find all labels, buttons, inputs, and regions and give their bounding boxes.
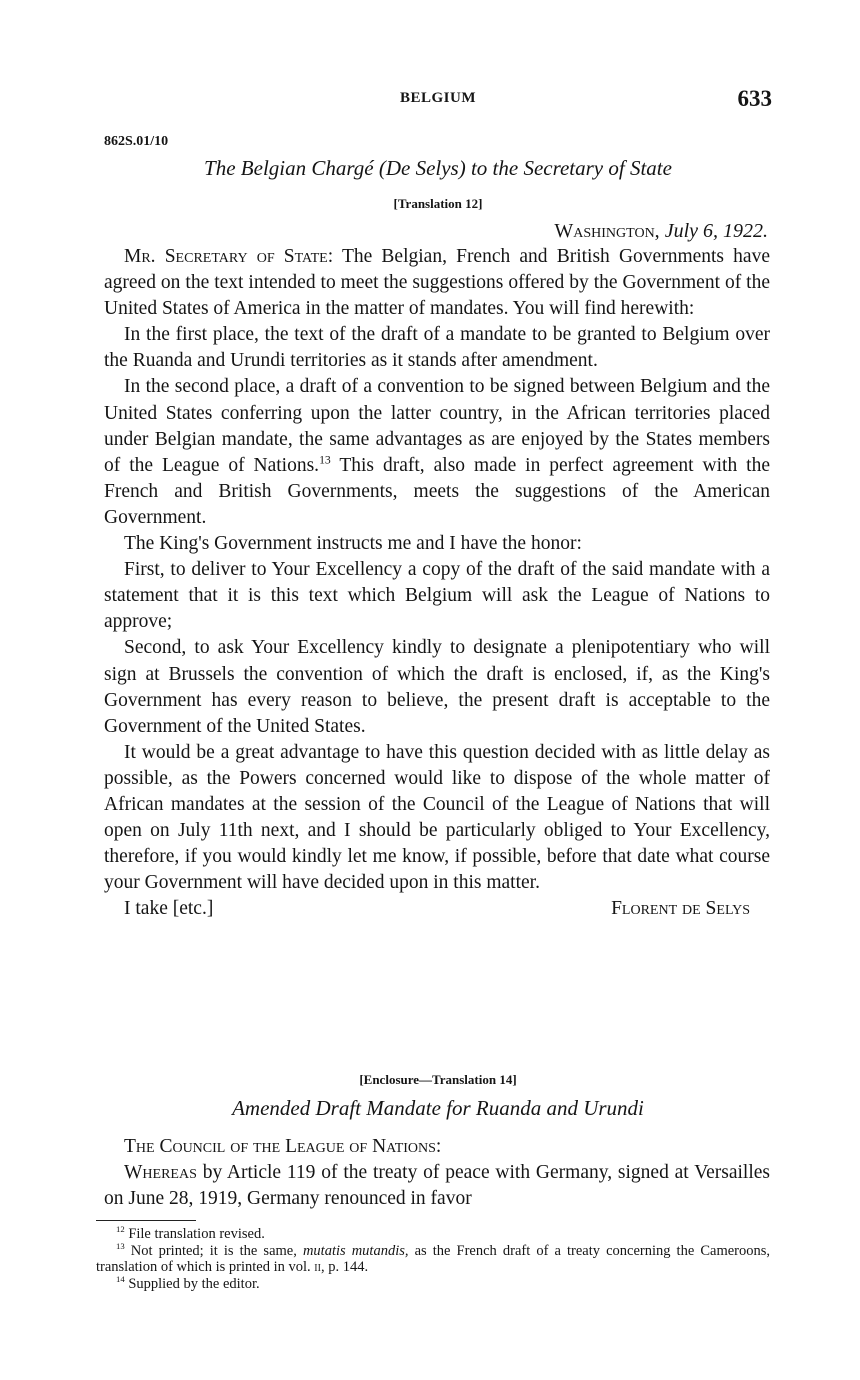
footnote-italic: mutatis mutandis, <box>302 1242 409 1259</box>
paragraph: First, to deliver to Your Excellency a copy of the draft of the said mandate with a statement that it is this text which Belgium will ask the League of Nations to approve; <box>104 559 770 633</box>
page-header <box>104 86 772 116</box>
running-head: BELGIUM <box>399 90 476 106</box>
footnote-number: 12 <box>116 1224 125 1235</box>
footnote-text: as the French draft of a treaty concerning the Cameroons, translation of which is printed in vol. <box>96 1242 771 1275</box>
paragraph: The King's Government instructs me and I have the honor: <box>124 533 582 555</box>
footnote-number: 14 <box>116 1273 125 1284</box>
footnotes <box>96 1226 770 1292</box>
footnote-13 <box>96 1240 771 1276</box>
paragraph: It would be a great advantage to have this question decided with as little delay as possible, as the Powers concerned would like to dispose of the whole matter of African mandates at the session of the Council of the League of Nations that will open on July 11th next, and I should be particularly obliged to Your Excellency, therefore, if you would kindly let me know, if possible, before that date what course your Government will have decided upon in this matter. <box>104 741 770 894</box>
footnote-12 <box>96 1226 770 1243</box>
page-number: 633 <box>737 86 772 111</box>
paragraph: In the first place, the text of the draft of a mandate to be granted to Belgium over the Ruanda and Urundi territories as it stands after amendment. <box>104 324 770 372</box>
paragraph-text: This draft, also made in perfect agreement with the French and British Governments, meets the suggestions of the American Government. <box>104 454 770 528</box>
paragraph-text: In the second place, a draft of a convention to be signed between Belgium and the United States conferring upon the latter country, in the African territories placed under Belgian mandate, the same advantages as are enjoyed by the States members of the League of Nations. <box>104 376 770 476</box>
signature: Florent de Selys <box>611 898 750 920</box>
enclosure-address: The Council of the League of Nations: <box>124 1136 442 1157</box>
closing: I take [etc.] <box>124 898 214 920</box>
letter-title: The Belgian Chargé (De Selys) to the Secretary of State <box>204 156 672 180</box>
translation-note: [Translation 12] <box>393 196 483 211</box>
letter-body <box>104 244 770 922</box>
whereas-word: Whereas <box>124 1162 197 1184</box>
dateline <box>554 220 768 243</box>
paragraph: Second, to ask Your Excellency kindly to designate a plenipotentiary who will sign at Brussels the convention of which the draft is enclosed, if, as the King's Government has every reason to believe, the present draft is acceptable to the Government of the United States. <box>104 637 770 737</box>
footnote-number: 13 <box>116 1240 125 1251</box>
enclosure-note: [Enclosure—Translation 14] <box>359 1072 517 1087</box>
dateline-place: Washington, <box>554 220 660 242</box>
footnote-text: , p. 144. <box>320 1259 369 1275</box>
enclosure-body <box>104 1134 770 1212</box>
footnote-text: Supplied by the editor. <box>128 1275 260 1292</box>
footnote-ref: 13 <box>319 453 331 467</box>
file-number: 862S.01/10 <box>104 134 169 149</box>
paragraph-convention <box>104 374 770 531</box>
whereas-paragraph <box>104 1160 770 1212</box>
closing-row <box>104 896 770 922</box>
footnote-rule <box>96 1220 196 1221</box>
footnote-text: Not printed; it is the same, <box>130 1242 297 1259</box>
dateline-date: July 6, 1922. <box>664 220 768 242</box>
paragraph-opening <box>104 244 770 322</box>
footnote-14 <box>96 1273 770 1293</box>
salutation: Mr. Secretary of State: <box>124 246 334 267</box>
volume-number: ii <box>314 1259 321 1275</box>
whereas-text: by Article 119 of the treaty of peace with Germany, signed at Versailles on June 28, 1919, Germany renounced in favor <box>104 1162 770 1210</box>
paragraph-opening-text: The Belgian, French and British Governments have agreed on the text intended to meet the suggestions offered by the Government of the United States of America in the matter of mandates. You will find herewith: <box>104 246 770 320</box>
footnote-text: File translation revised. <box>128 1226 265 1242</box>
enclosure-title: Amended Draft Mandate for Ruanda and Urundi <box>232 1096 644 1120</box>
